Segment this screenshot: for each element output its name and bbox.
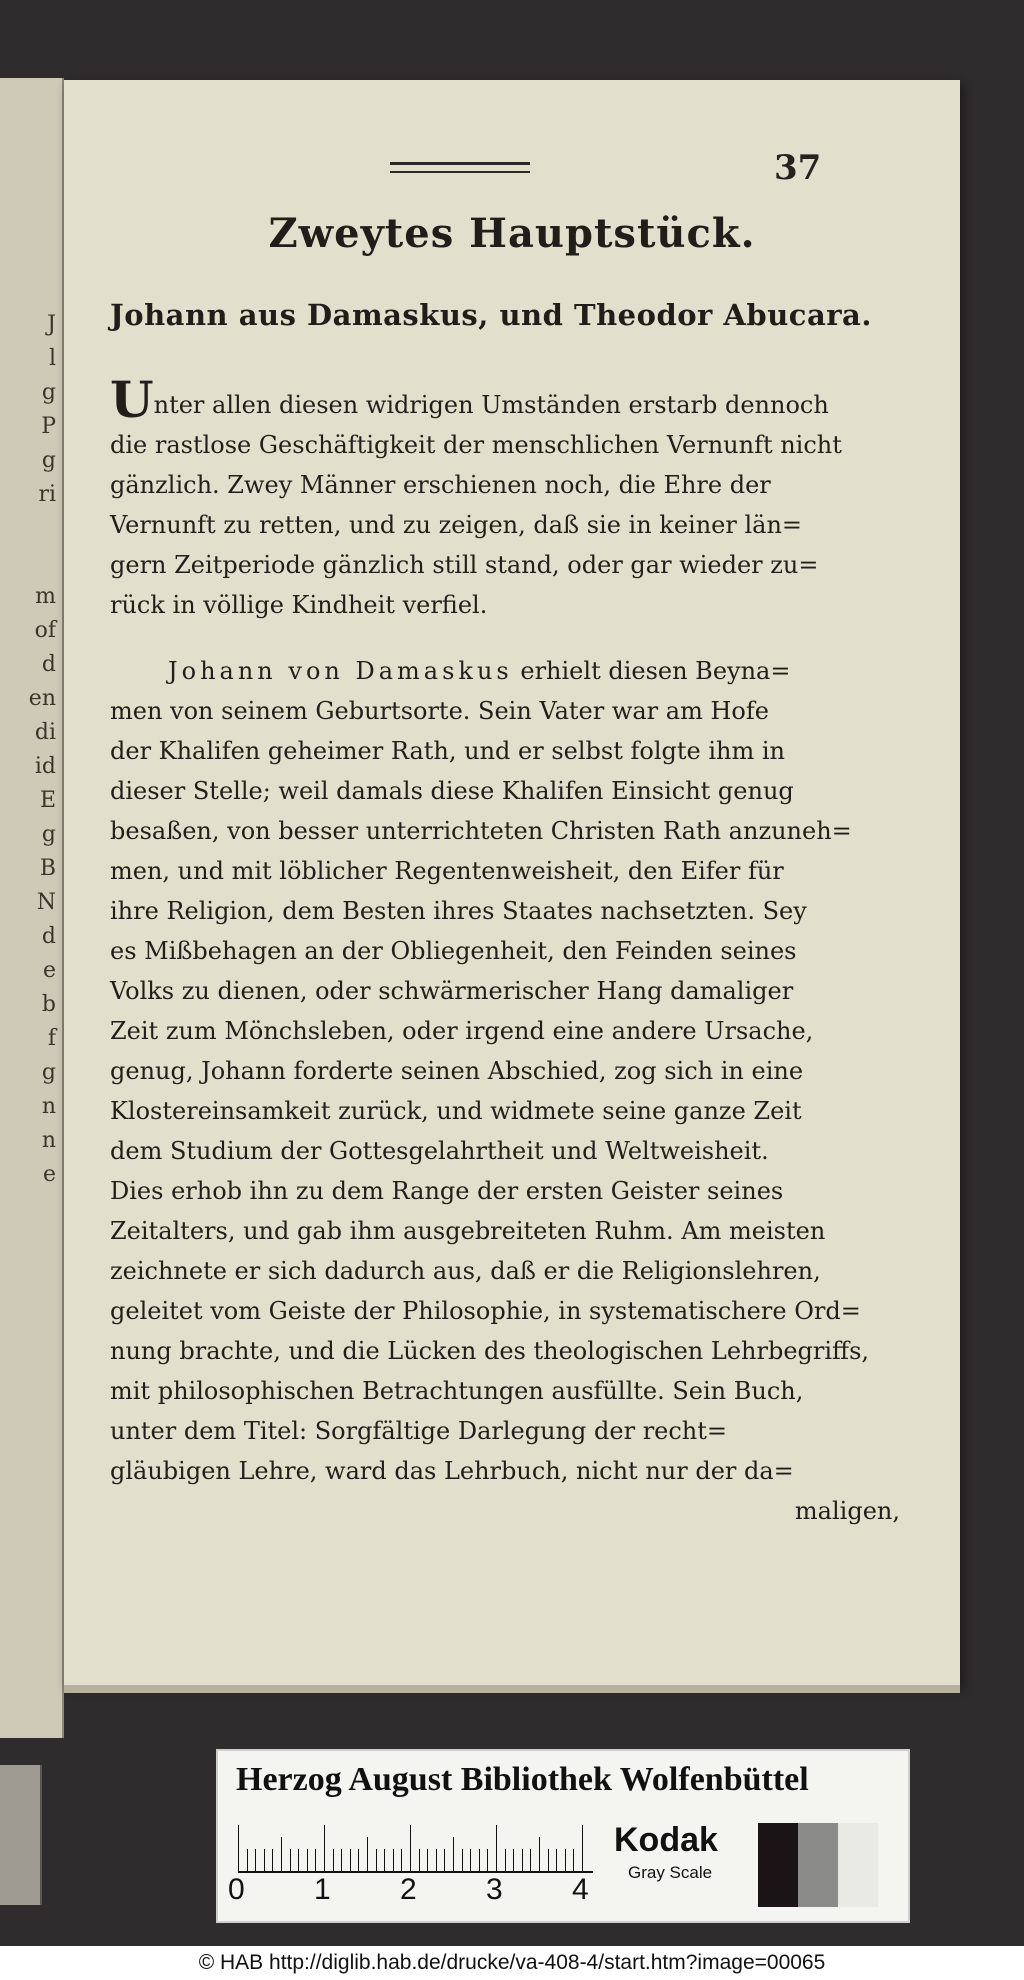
facing-page-text-fragments [0,308,62,1192]
facing-page-fragment: E [39,788,56,813]
ruler-tick [350,1849,351,1871]
facing-page-fragment: g [41,822,56,847]
body-text [110,370,900,1531]
ruler-tick [582,1825,583,1871]
text-line: Vernunft zu retten, und zu zeigen, daß sie in keiner län= [110,511,803,539]
chapter-subtitle: Johann aus Damaskus, und Theodor Abucara. [110,298,872,332]
ruler-tick [376,1849,377,1871]
ruler-tick [530,1849,531,1871]
text-line: dem Studium der Gottesgelahrtheit und Weltweisheit. [110,1137,769,1165]
facing-page-fragment: P [41,414,56,439]
text-line: gänzlich. Zwey Männer erschienen noch, die Ehre der [110,471,771,499]
facing-page-fragment: n [41,1128,56,1153]
ruler-tick [272,1849,273,1871]
text-line: unter dem Titel: Sorgfältige Darlegung der recht= [110,1417,728,1445]
ruler-tick [341,1849,342,1871]
ruler-tick [436,1849,437,1871]
text-line: Klostereinsamkeit zurück, und widmete seine ganze Zeit [110,1097,802,1125]
ruler-tick [548,1849,549,1871]
facing-page-fragment: g [41,1060,56,1085]
ruler-tick [281,1837,282,1871]
ruler-tick [384,1849,385,1871]
page-number: 37 [774,148,822,188]
ruler-labels [228,1873,618,1909]
ruler-number: 4 [572,1873,589,1906]
facing-page-fragment: b [41,992,56,1017]
facing-page-edge [0,78,64,1738]
ruler-tick [393,1849,394,1871]
facing-page-fragment: en [28,686,56,711]
paragraph-2 [110,651,900,1531]
text-line: es Mißbehagen an der Obliegenheit, den Feinden seines [110,937,797,965]
facing-page-fragment: N [36,890,56,915]
facing-page-fragment: di [34,720,56,745]
text-line: ihre Religion, dem Besten ihres Staates nachsetzten. Sey [110,897,807,925]
ruler-tick [470,1849,471,1871]
book-page [64,80,960,1685]
facing-page-fragment [0,512,62,546]
ruler-tick [290,1849,291,1871]
ruler-tick [427,1849,428,1871]
facing-page-fragment: n [41,1094,56,1119]
facing-page-fragment: g [41,380,56,405]
kodak-logo: Kodak [614,1821,718,1859]
facing-page-fragment: ri [38,482,56,507]
library-name: Herzog August Bibliothek Wolfenbüttel [236,1761,809,1798]
text-line: Dies erhob ihn zu dem Range der ersten Geister seines [110,1177,784,1205]
facing-page-fragment: e [42,958,56,983]
spaced-name: Johann von Damaskus [168,657,513,685]
ruler-tick [444,1849,445,1871]
ruler-tick [505,1849,506,1871]
text-line: rück in völlige Kindheit verfiel. [110,591,488,619]
text-line: genug, Johann forderte seinen Abschied, zog sich in eine [110,1057,804,1085]
text-line: Zeitalters, und gab ihm ausgebreiteten Ruhm. Am meisten [110,1217,826,1245]
ruler-tick [556,1849,557,1871]
facing-page-lower-edge [0,1765,42,1905]
scale-ruler [238,1823,593,1873]
facing-page-fragment: m [35,584,56,609]
facing-page-fragment [0,546,62,580]
text-line: besaßen, von besser unterrichteten Christen Rath anzuneh= [110,817,852,845]
text-line: die rastlose Geschäftigkeit der menschlichen Vernunft nicht [110,431,842,459]
chapter-title: Zweytes Hauptstück. [268,210,756,257]
text-line: mit philosophischen Betrachtungen ausfüllte. Sein Buch, [110,1377,804,1405]
text-line: Volks zu dienen, oder schwärmerischer Hang damaliger [110,977,794,1005]
ruler-tick [401,1849,402,1871]
facing-page-fragment: d [41,652,56,677]
ruler-tick [573,1849,574,1871]
gray-swatch-mid [798,1823,838,1907]
facing-page-fragment: B [39,856,56,881]
ruler-number: 3 [486,1873,503,1906]
ruler-number: 0 [228,1873,245,1906]
ruler-tick [496,1825,497,1871]
ruler-tick [453,1837,454,1871]
ruler-tick [333,1849,334,1871]
ruler-tick [298,1849,299,1871]
ruler-tick [539,1837,540,1871]
color-calibration-target [216,1749,910,1923]
gray-swatch-light [838,1823,878,1907]
text-line: gern Zeitperiode gänzlich still stand, oder gar wieder zu= [110,551,819,579]
ruler-tick [247,1849,248,1871]
gray-scale-label: Gray Scale [628,1863,713,1882]
ruler-tick [487,1849,488,1871]
text-line: geleitet vom Geiste der Philosophie, in systematischere Ord= [110,1297,861,1325]
ruler-tick [324,1825,325,1871]
text-line: nung brachte, und die Lücken des theologischen Lehrbegriffs, [110,1337,870,1365]
text-line: zeichnete er sich dadurch aus, daß er die Religionslehren, [110,1257,821,1285]
text-line: Zeit zum Mönchsleben, oder irgend eine andere Ursache, [110,1017,814,1045]
facing-page-fragment: J [47,312,56,337]
copyright-footer: © HAB http://diglib.hab.de/drucke/va-408-4/start.htm?image=00065 [0,1946,1024,1980]
catchword: maligen, [794,1497,900,1525]
ruler-tick [264,1849,265,1871]
text-line: dieser Stelle; weil damals diese Khalifen Einsicht genug [110,777,794,805]
ruler-tick [479,1849,480,1871]
ruler-tick [513,1849,514,1871]
text-line: Unter allen diesen widrigen Umständen erstarb dennoch [110,370,829,429]
text-line: gläubigen Lehre, ward das Lehrbuch, nicht nur der da= [110,1457,794,1485]
facing-page-fragment: g [41,448,56,473]
ruler-tick [462,1849,463,1871]
gray-swatch-dark [758,1823,798,1907]
text-line: Johann von Damaskus erhielt diesen Beyna= [168,657,791,685]
facing-page-fragment: e [42,1162,56,1187]
paragraph-1 [110,370,900,625]
facing-page-fragment: l [48,346,56,371]
ruler-tick [410,1825,411,1871]
ruler-tick [565,1849,566,1871]
facing-page-fragment: id [34,754,56,779]
ruler-number: 1 [314,1873,331,1906]
ruler-tick [358,1849,359,1871]
ruler-tick [255,1849,256,1871]
page-bottom-edge [64,1685,960,1693]
ruler-tick [419,1849,420,1871]
text-line: der Khalifen geheimer Rath, und er selbst folgte ihm in [110,737,785,765]
ruler-number: 2 [400,1873,417,1906]
facing-page-fragment: of [34,618,56,643]
drop-cap: U [110,370,154,429]
ruler-tick [315,1849,316,1871]
ruler-tick [367,1837,368,1871]
header-rule [390,162,530,173]
facing-page-fragment: d [41,924,56,949]
ruler-tick [522,1849,523,1871]
ruler-tick [238,1825,239,1871]
facing-page-fragment: f [47,1026,56,1051]
text-line: men von seinem Geburtsorte. Sein Vater war am Hofe [110,697,769,725]
ruler-tick [307,1849,308,1871]
text-line: men, und mit löblicher Regentenweisheit, den Eifer für [110,857,784,885]
